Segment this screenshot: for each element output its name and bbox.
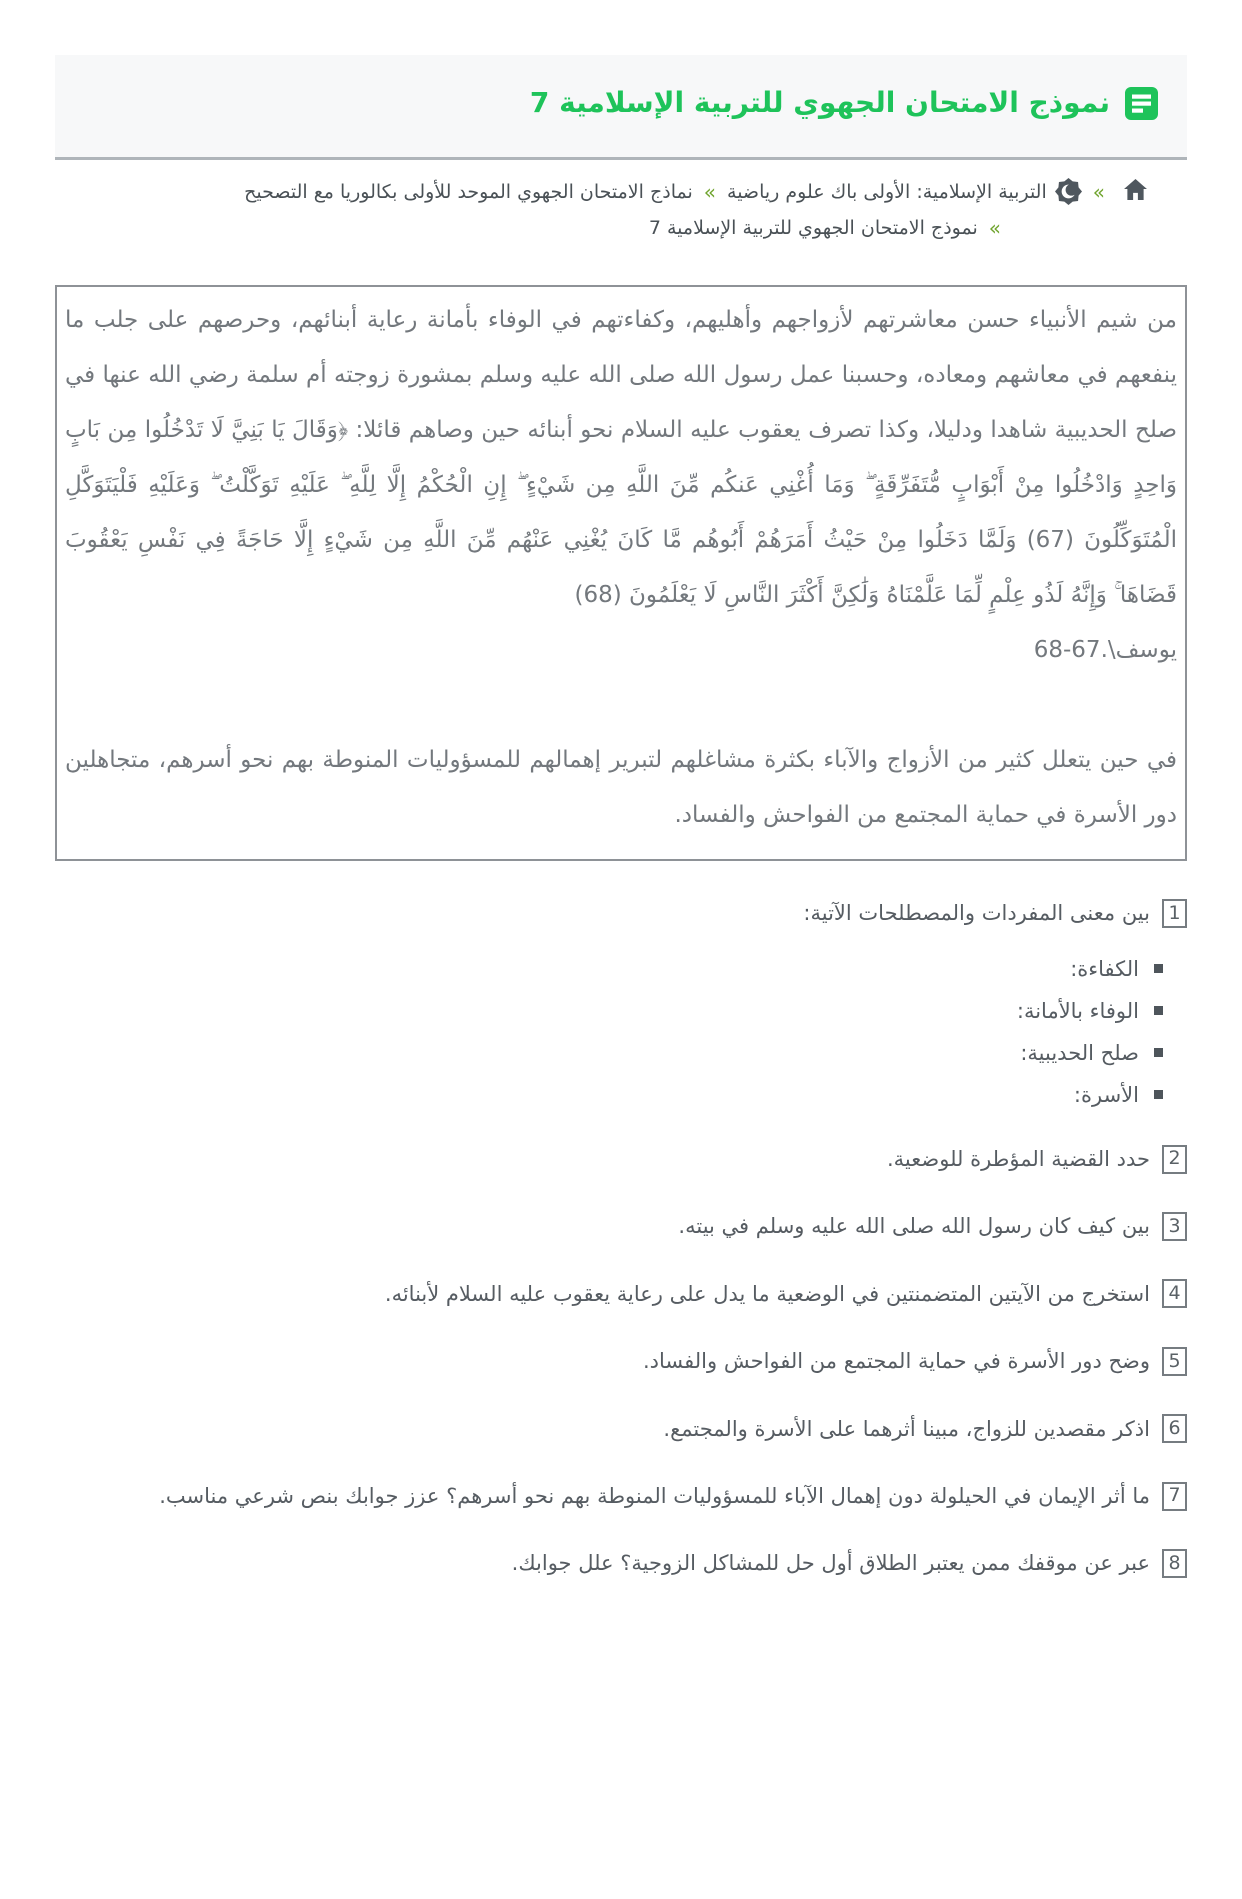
- breadcrumb-separator: «: [988, 216, 1001, 241]
- breadcrumb-link-exams-list[interactable]: نماذج الامتحان الجهوي الموحد للأولى بكالوريا مع التصحيح: [244, 180, 693, 203]
- breadcrumb-link-subject[interactable]: التربية الإسلامية: الأولى باك علوم رياضية: [727, 180, 1047, 203]
- crescent-badge-icon: [1055, 178, 1082, 205]
- page-title: نموذج الامتحان الجهوي للتربية الإسلامية 7: [529, 86, 1110, 119]
- question-text: استخرج من الآيتين المتضمنتين في الوضعية ما يدل على رعاية يعقوب عليه السلام لأبنائه.: [384, 1281, 1150, 1306]
- breadcrumb-separator: «: [1092, 179, 1105, 204]
- question-number: 5: [1162, 1347, 1187, 1376]
- verse-reference: يوسف\.67-68: [1033, 637, 1177, 664]
- question-number: 8: [1162, 1549, 1187, 1578]
- question-text: عبر عن موقفك ممن يعتبر الطلاق أول حل للمشاكل الزوجية؟ علل جوابك.: [511, 1551, 1150, 1576]
- breadcrumb-separator: «: [703, 179, 717, 204]
- page-container: [55, 55, 1187, 1899]
- question-7: [55, 1481, 1187, 1511]
- question-4: [55, 1279, 1187, 1309]
- question-text: وضح دور الأسرة في حماية المجتمع من الفواحش والفساد.: [643, 1349, 1150, 1374]
- breadcrumb-line-1: [55, 178, 1147, 205]
- situation-paragraph-1: من شيم الأنبياء حسن معاشرتهم لأزواجهم وأهليهم، وكفاءتهم في الوفاء بأمانة رعاية أبنائهم، وحرصهم على جلب ما ينفعهم في معاشهم ومعاده، وحسبنا عمل رسول الله صلى الله عليه وسلم بمشورة زوجته أم سلمة رضي الله عنها في صلح الحديبية شاهدا ودليلا، وكذا تصرف يعقوب عليه السلام نحو أبنائه حين وصاهم قائلا: ﴿وَقَالَ يَا بَنِيَّ لَا تَدْخُلُوا مِن بَابٍ وَاحِدٍ وَادْخُلُوا مِنْ أَبْوَابٍ مُّتَفَرِّقَةٍ ۖ وَمَا أُغْنِي عَنكُم مِّنَ اللَّهِ مِن شَيْءٍ ۖ إِنِ الْحُكْمُ إِلَّا لِلَّهِ ۖ عَلَيْهِ تَوَكَّلْتُ ۖ وَعَلَيْهِ فَلْيَتَوَكَّلِ الْمُتَوَكِّلُونَ (67) وَلَمَّا دَخَلُوا مِنْ حَيْثُ أَمَرَهُمْ أَبُوهُم مَّا كَانَ يُغْنِي عَنْهُم مِّنَ اللَّهِ مِن شَيْءٍ إِلَّا حَاجَةً فِي نَفْسِ يَعْقُوبَ قَضَاهَا ۚ وَإِنَّهُ لَذُو عِلْمٍ لِّمَا عَلَّمْنَاهُ وَلَٰكِنَّ أَكْثَرَ النَّاسِ لَا يَعْلَمُونَ (68): [65, 307, 1178, 609]
- terms-list: [55, 957, 1187, 1107]
- question-number: 3: [1162, 1212, 1187, 1241]
- questions-section: [55, 898, 1187, 1579]
- question-number: 4: [1162, 1279, 1187, 1308]
- breadcrumb-line-2: [55, 205, 1147, 239]
- question-number: 1: [1162, 899, 1187, 928]
- home-link[interactable]: [1116, 179, 1147, 205]
- question-text: ما أثر الإيمان في الحيلولة دون إهمال الآباء للمسؤوليات المنوطة بهم نحو أسرهم؟ عزز جوابك بنص شرعي مناسب.: [159, 1484, 1150, 1509]
- question-number: 7: [1162, 1482, 1187, 1511]
- bottom-whitespace: [55, 1579, 1187, 1899]
- question-8: [55, 1548, 1187, 1578]
- term-item-usra: الأسرة:: [55, 1083, 1163, 1107]
- exam-list-icon: [1124, 86, 1159, 121]
- question-number: 6: [1162, 1414, 1187, 1443]
- question-text: بين كيف كان رسول الله صلى الله عليه وسلم في بيته.: [678, 1214, 1150, 1239]
- page-header: [55, 55, 1187, 160]
- question-3: [55, 1211, 1187, 1241]
- breadcrumb: [55, 160, 1187, 239]
- term-item-sulh-hudaybiya: صلح الحديبية:: [55, 1041, 1163, 1065]
- home-icon: [1124, 179, 1147, 200]
- question-6: [55, 1414, 1187, 1444]
- question-text: اذكر مقصدين للزواج، مبينا أثرهما على الأسرة والمجتمع.: [663, 1416, 1150, 1441]
- question-5: [55, 1346, 1187, 1376]
- page-title-row: [83, 85, 1159, 121]
- situation-box: [55, 285, 1187, 861]
- question-text: حدد القضية المؤطرة للوضعية.: [886, 1146, 1150, 1171]
- term-item-kafaa: الكفاءة:: [55, 957, 1163, 981]
- situation-paragraph-2: في حين يتعلل كثير من الأزواج والآباء بكثرة مشاغلهم لتبرير إهمالهم للمسؤوليات المنوطة بهم نحو أسرهم، متجاهلين دور الأسرة في حماية المجتمع من الفواحش والفساد.: [65, 747, 1177, 829]
- question-text: بين معنى المفردات والمصطلحات الآتية:: [803, 901, 1150, 926]
- term-item-wafa-amana: الوفاء بالأمانة:: [55, 999, 1163, 1023]
- question-1: [55, 898, 1187, 928]
- question-2: [55, 1144, 1187, 1174]
- question-number: 2: [1162, 1145, 1187, 1174]
- breadcrumb-current-page: نموذج الامتحان الجهوي للتربية الإسلامية 7: [648, 217, 978, 240]
